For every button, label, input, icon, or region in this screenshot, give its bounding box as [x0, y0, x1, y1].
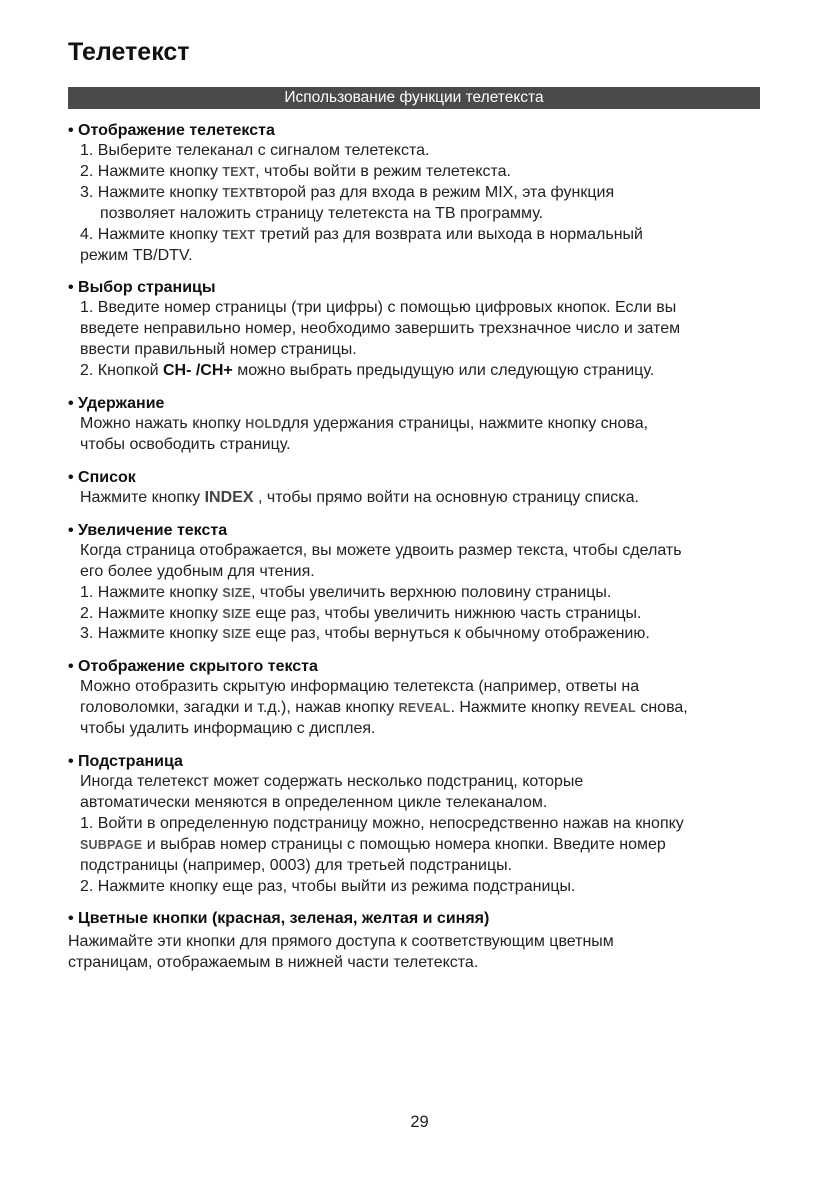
- reveal-key-label: REVEAL: [398, 701, 451, 716]
- text-line: 1. Введите номер страницы (три цифры) с помощью цифровых кнопок. Если вы: [80, 299, 677, 317]
- section-heading: • Удержание: [68, 395, 165, 413]
- text-line: Когда страница отображается, вы можете удвоить размер текста, чтобы сделать: [80, 541, 682, 559]
- text-line: SUBPAGE и выбрав номер страницы с помощью номера кнопки. Введите номер: [80, 835, 666, 853]
- page-number: 29: [410, 1113, 429, 1131]
- text-line: подстраницы (например, 0003) для третьей подстраницы.: [80, 856, 513, 874]
- text-key-label: TEXT: [222, 185, 256, 200]
- section-heading: • Отображение телетекста: [68, 122, 275, 139]
- section-page-select: [68, 277, 768, 382]
- text-line: позволяет наложить страницу телетекста на ТВ программу.: [100, 204, 544, 222]
- page-title: Телетекст: [68, 38, 190, 66]
- text-line: 3. Нажмите кнопку TEXTвторой раз для входа в режим MIX, эта функция: [80, 183, 615, 201]
- text-line: режим ТВ/DTV.: [80, 246, 193, 264]
- section-index: [68, 467, 768, 509]
- section-heading: • Увеличение текста: [68, 521, 228, 539]
- section-color-buttons: [68, 908, 768, 974]
- text-line: 1. Выберите телеканал с сигналом телетекста.: [80, 142, 430, 159]
- section-display-teletext: [68, 120, 768, 266]
- text-line: Можно нажать кнопку HOLDдля удержания страницы, нажмите кнопку снова,: [80, 415, 649, 433]
- manual-content: [68, 120, 768, 974]
- subpage-key-label: SUBPAGE: [80, 837, 143, 852]
- text-line: введете неправильно номер, необходимо завершить трехзначное число и затем: [80, 320, 681, 338]
- text-line: 2. Нажмите кнопку TEXT, чтобы войти в режим телетекста.: [80, 162, 511, 180]
- text-line: Нажимайте эти кнопки для прямого доступа к соответствующим цветным: [68, 933, 614, 951]
- text-line: Иногда телетекст может содержать несколько подстраниц, которые: [80, 773, 584, 791]
- hold-key-label: HOLD: [245, 417, 282, 432]
- reveal-key-label: REVEAL: [583, 701, 636, 716]
- index-key-label: INDEX: [204, 488, 254, 506]
- section-hold: [68, 393, 768, 456]
- text-key-label: TEXT: [222, 227, 256, 242]
- text-line: Нажмите кнопку INDEX , чтобы прямо войти на основную страницу списка.: [80, 488, 639, 506]
- section-heading: • Выбор страницы: [68, 279, 216, 297]
- section-size: [68, 520, 768, 646]
- section-subpage: [68, 751, 768, 897]
- ch-key-label: CH- /CH+: [162, 362, 233, 380]
- text-line: 2. Кнопкой CH- /CH+ можно выбрать предыдущую или следующую страницу.: [80, 362, 655, 380]
- text-line: чтобы освободить страницу.: [80, 435, 291, 453]
- text-line: автоматически меняются в определенном цикле телеканалом.: [80, 793, 548, 811]
- size-key-label: SIZE: [222, 585, 251, 600]
- text-line: страницам, отображаемым в нижней части телетекста.: [68, 954, 479, 972]
- section-heading: • Цветные кнопки (красная, зеленая, желтая и синяя): [68, 910, 490, 928]
- text-line: 1. Войти в определенную подстраницу можно, непосредственно нажав на кнопку: [80, 814, 684, 832]
- section-reveal: [68, 656, 768, 740]
- text-line: 2. Нажмите кнопку еще раз, чтобы выйти из режима подстраницы.: [80, 877, 576, 895]
- text-line: головоломки, загадки и т.д.), нажав кнопку REVEAL. Нажмите кнопку REVEAL снова,: [80, 699, 688, 717]
- text-line: чтобы удалить информацию с дисплея.: [80, 720, 376, 738]
- text-line: 2. Нажмите кнопку SIZE еще раз, чтобы увеличить нижнюю часть страницы.: [80, 604, 642, 622]
- text-line: Можно отобразить скрытую информацию телетекста (например, ответы на: [80, 678, 640, 696]
- size-key-label: SIZE: [222, 627, 251, 642]
- text-line: 4. Нажмите кнопку TEXT третий раз для возврата или выхода в нормальный: [80, 225, 643, 243]
- section-heading: • Подстраница: [68, 753, 183, 771]
- text-line: ввести правильный номер страницы.: [80, 341, 357, 359]
- text-key-label: TEXT: [222, 164, 256, 179]
- text-line: 3. Нажмите кнопку SIZE еще раз, чтобы вернуться к обычному отображению.: [80, 625, 650, 643]
- size-key-label: SIZE: [222, 606, 251, 621]
- text-line: его более удобным для чтения.: [80, 562, 315, 580]
- section-heading: • Отображение скрытого текста: [68, 658, 318, 676]
- section-heading: • Список: [68, 468, 136, 486]
- text-line: 1. Нажмите кнопку SIZE, чтобы увеличить верхнюю половину страницы.: [80, 583, 612, 601]
- section-header-bar: Использование функции телетекста: [68, 87, 760, 109]
